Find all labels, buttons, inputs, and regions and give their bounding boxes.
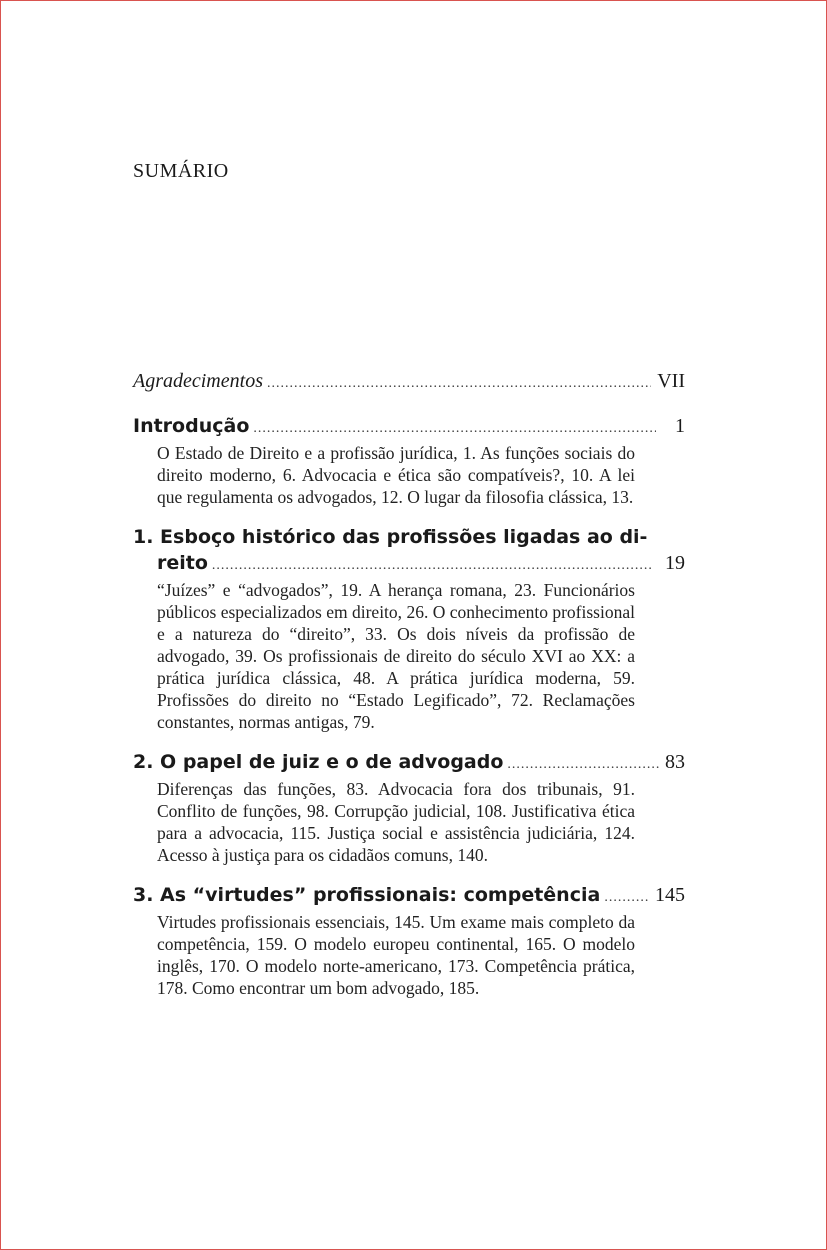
toc-entry-agradecimentos[interactable] bbox=[133, 368, 685, 397]
toc-entry-title-line2: reito bbox=[157, 552, 208, 574]
toc-page-number: 1 bbox=[675, 415, 685, 437]
toc-entry-title: Agradecimentos bbox=[133, 370, 263, 392]
toc-entry-chapter-3[interactable] bbox=[133, 882, 685, 999]
toc-entry-line bbox=[133, 368, 685, 397]
toc-entry-line bbox=[133, 413, 685, 442]
table-of-contents bbox=[133, 368, 685, 1015]
dot-leader bbox=[267, 371, 651, 397]
dot-leader bbox=[253, 416, 655, 442]
toc-entry-summary: Diferenças das funções, 83. Advocacia fora dos tribunais, 91. Conflito de funções, 98. Corrupção judicial, 108. Justificativa ética para a advocacia, 115. Justiça social e assistência judiciária, 124. Acesso à justiça para os cidadãos comuns, 140. bbox=[157, 779, 635, 865]
toc-entry-introducao[interactable] bbox=[133, 413, 685, 508]
toc-entry-summary: “Juízes” e “advogados”, 19. A herança romana, 23. Funcionários públicos especializados em direito, 26. O conhecimento profissional e a natureza do “direito”, 33. Os dois níveis da profissão de advogado, 39. Os profissionais de direito do século XVI ao XX: a prática jurídica clássica, 48. A prática jurídica moderna, 59. Profissões do direito no “Estado Legificado”, 72. Reclamações constantes, normas antigas, 79. bbox=[157, 580, 635, 732]
toc-entry-title: Introdução bbox=[133, 415, 250, 437]
page-title: SUMÁRIO bbox=[133, 160, 229, 182]
toc-entry-title: 2. O papel de juiz e o de advogado bbox=[133, 751, 504, 773]
toc-page-number: VII bbox=[657, 370, 685, 392]
toc-entry-line bbox=[133, 550, 685, 579]
toc-entry-chapter-1[interactable] bbox=[133, 524, 685, 733]
dot-leader bbox=[212, 553, 654, 579]
toc-entry-chapter-2[interactable] bbox=[133, 749, 685, 866]
toc-entry-summary: Virtudes profissionais essenciais, 145. Um exame mais completo da competência, 159. O modelo europeu continental, 165. O modelo inglês, 170. O modelo norte-americano, 173. Competência prática, 178. Como encontrar um bom advogado, 185. bbox=[157, 912, 635, 998]
toc-entry-summary: O Estado de Direito e a profissão jurídica, 1. As funções sociais do direito moderno, 6. Advocacia e ética são compatíveis?, 10. A lei que regulamenta os advogados, 12. O lugar da filosofia clássica, 13. bbox=[157, 443, 635, 507]
toc-entry-title-line1: 1. Esboço histórico das profissões ligadas ao di- bbox=[133, 526, 648, 548]
dot-leader bbox=[507, 752, 659, 778]
toc-page-number: 83 bbox=[665, 751, 685, 773]
toc-page-number: 145 bbox=[655, 884, 685, 906]
toc-entry-line bbox=[133, 749, 685, 778]
dot-leader bbox=[604, 885, 649, 911]
toc-entry-title: 3. As “virtudes” profissionais: competência bbox=[133, 884, 601, 906]
toc-page-number: 19 bbox=[665, 552, 685, 574]
toc-entry-line bbox=[133, 882, 685, 911]
